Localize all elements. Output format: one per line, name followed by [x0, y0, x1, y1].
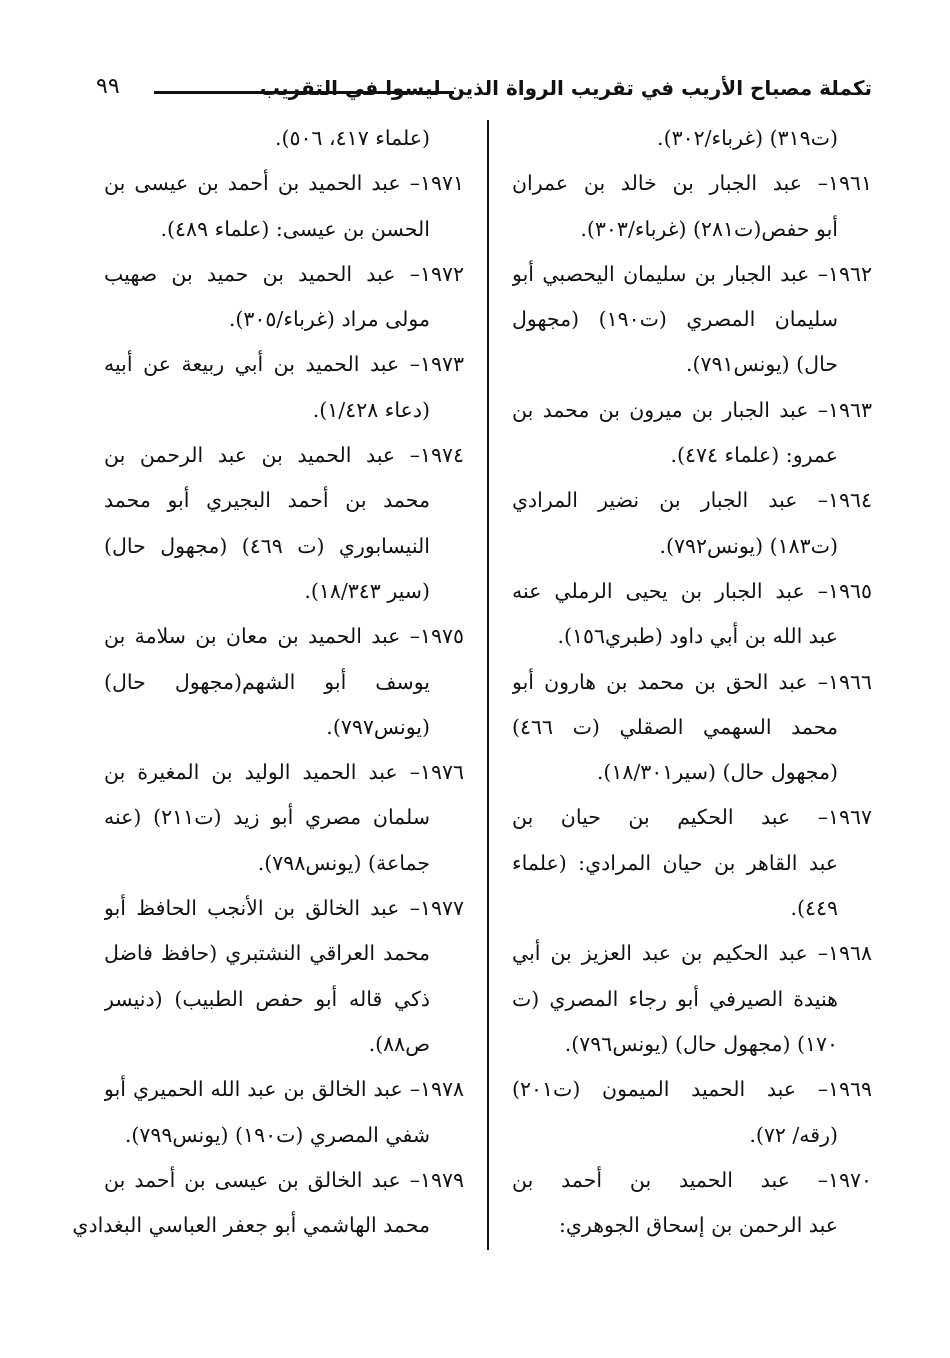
biography-entry [104, 252, 464, 343]
biography-entry [512, 161, 872, 252]
entry-heading-line: ١٩٧٧– عبد الخالق بن الأنجب الحافظ أبو [104, 896, 464, 921]
entry-heading-line: ١٩٦٤– عبد الجبار بن نضير المرادي [512, 488, 872, 513]
entry-line: (ت١٨٣) (يونس٧٩٢). [659, 533, 838, 558]
entry-line: ١٧٠) (مجهول حال) (يونس٧٩٦). [564, 1031, 838, 1056]
biography-entry [104, 161, 464, 252]
entry-heading-line: ١٩٦٩– عبد الحميد الميمون (ت٢٠١) [512, 1077, 872, 1102]
entry-line: (دعاء ١/٤٢٨). [312, 397, 430, 422]
entry-line: محمد بن أحمد البجيري أبو محمد [104, 488, 430, 513]
biography-entry [512, 569, 872, 660]
biography-entry [104, 342, 464, 433]
entry-line: (علماء ٤١٧، ٥٠٦). [274, 126, 430, 150]
entry-line: ص٨٨). [368, 1031, 430, 1056]
entry-line: سلمان مصري أبو زيد (ت٢١١) (عنه [104, 805, 430, 830]
entry-line: هنيدة الصيرفي أبو رجاء المصري (ت [512, 986, 838, 1011]
entry-heading-line: ١٩٧٥– عبد الحميد بن معان بن سلامة بن [104, 624, 464, 649]
entry-line: عبد الله بن أبي داود (طبري١٥٦). [557, 624, 838, 649]
entry-heading-line: ١٩٧٠– عبد الحميد بن أحمد بن [512, 1167, 872, 1192]
entry-line: (يونس٧٩٧). [326, 714, 430, 739]
entry-heading-line: ١٩٦١– عبد الجبار بن خالد بن عمران [512, 171, 872, 196]
biography-entry [104, 614, 464, 750]
header-rule [154, 91, 454, 94]
entry-line: الحسن بن عيسى: (علماء ٤٨٩). [160, 216, 430, 241]
left-column [72, 116, 464, 1248]
running-title: تكملة مصباح الأريب في تقريب الرواة الذين ليسوا في التقريب [259, 76, 872, 100]
entry-heading-line: ١٩٧٨– عبد الخالق بن عبد الله الحميري أبو [104, 1077, 464, 1102]
biography-entry [512, 388, 872, 479]
biography-entry [104, 116, 464, 161]
biography-entry [512, 660, 872, 796]
entry-heading-line: ١٩٦٥– عبد الجبار بن يحيى الرملي عنه [512, 578, 872, 603]
biography-entry [512, 795, 872, 931]
entry-line: شفي المصري (ت١٩٠) (يونس٧٩٩). [124, 1122, 430, 1147]
right-column [512, 116, 872, 1248]
biography-entry [104, 750, 464, 886]
entry-line: (مجهول حال) (سير١٨/٣٠١). [596, 760, 838, 785]
biography-entry [512, 478, 872, 569]
entry-line: حال) (يونس٧٩١). [685, 352, 838, 377]
entry-line: ٤٤٩). [790, 896, 838, 921]
entry-line: (سير ١٨/٣٤٣). [304, 578, 430, 603]
entry-line: أبو حفص(ت٢٨١) (غرباء/٣٠٣). [580, 216, 838, 241]
column-divider [487, 120, 489, 1250]
entry-heading-line: ١٩٦٧– عبد الحكيم بن حيان بن [512, 805, 872, 830]
entry-heading-line: ١٩٦٨– عبد الحكيم بن عبد العزيز بن أبي [512, 941, 872, 966]
biography-entry [512, 116, 872, 161]
entry-line: يوسف أبو الشهم(مجهول حال) [104, 669, 430, 694]
biography-entry [512, 1158, 872, 1249]
entry-heading-line: ١٩٦٣– عبد الجبار بن ميرون بن محمد بن [512, 397, 872, 422]
entry-line: محمد العراقي النشتبري (حافظ فاضل [104, 941, 430, 966]
biography-entry [104, 1067, 464, 1158]
entry-heading-line: ١٩٧٦– عبد الحميد الوليد بن المغيرة بن [104, 760, 464, 785]
entry-heading-line: ١٩٧٢– عبد الحميد بن حميد بن صهيب [104, 261, 464, 286]
biography-entry [104, 886, 464, 1067]
biography-entry [512, 931, 872, 1067]
biography-entry [104, 433, 464, 614]
entry-heading-line: ١٩٧٩– عبد الخالق بن عيسى بن أحمد بن [104, 1167, 464, 1192]
entry-line: ذكي قاله أبو حفص الطبيب) (دنيسر [104, 986, 430, 1011]
entry-heading-line: ١٩٧٤– عبد الحميد بن عبد الرحمن بن [104, 443, 464, 468]
biography-entry [72, 1158, 464, 1249]
entry-line: عبد الرحمن بن إسحاق الجوهري: [558, 1213, 838, 1238]
page-number: ٩٩ [96, 74, 120, 99]
entry-line: عمرو: (علماء ٤٧٤). [670, 443, 838, 468]
biography-entry [512, 1067, 872, 1158]
entry-line: محمد السهمي الصقلي (ت ٤٦٦) [512, 714, 838, 739]
entry-line: (رقه/ ٧٢). [749, 1122, 838, 1147]
entry-line: سليمان المصري (ت١٩٠) (مجهول [512, 307, 838, 332]
page-header [96, 72, 872, 112]
entry-line: النيسابوري (ت ٤٦٩) (مجهول حال) [104, 533, 430, 558]
entry-heading-line: ١٩٧٣– عبد الحميد بن أبي ربيعة عن أبيه [104, 352, 464, 377]
entry-line: جماعة) (يونس٧٩٨). [257, 850, 430, 875]
entry-line: (ت٣١٩) (غرباء/٣٠٢). [657, 126, 838, 150]
biography-entry [512, 252, 872, 388]
entry-heading-line: ١٩٧١– عبد الحميد بن أحمد بن عيسى بن [104, 171, 464, 196]
entry-line: مولى مراد (غرباء/٣٠٥). [228, 307, 430, 332]
entry-heading-line: ١٩٦٢– عبد الجبار بن سليمان اليحصبي أبو [512, 261, 872, 286]
entry-heading-line: ١٩٦٦– عبد الحق بن محمد بن هارون أبو [512, 669, 872, 694]
entry-line: محمد الهاشمي أبو جعفر العباسي البغدادي [72, 1213, 430, 1238]
entry-line: عبد القاهر بن حيان المرادي: (علماء [512, 850, 838, 875]
